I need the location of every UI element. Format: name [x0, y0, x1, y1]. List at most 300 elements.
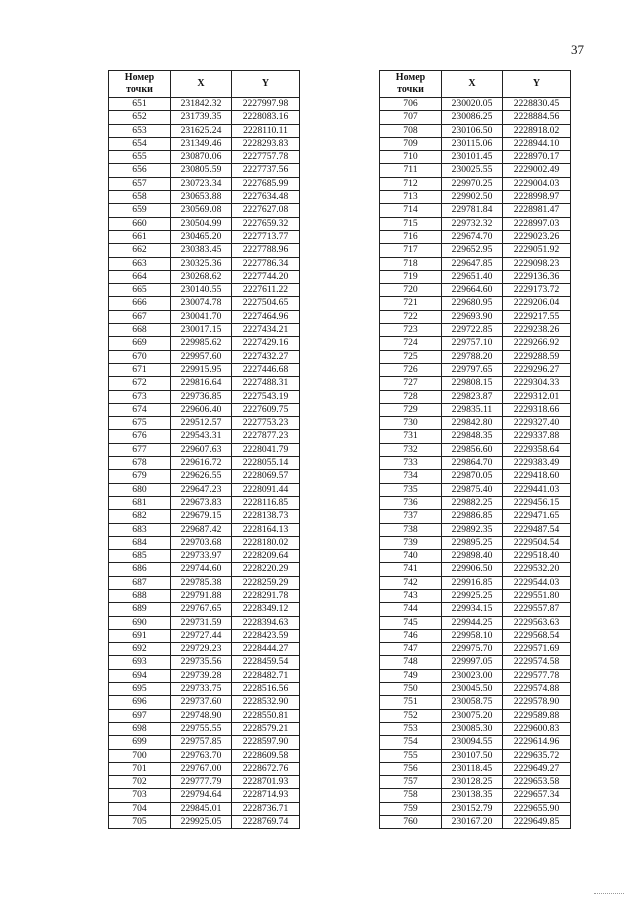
table-row — [109, 137, 300, 150]
point-number-cell: 702 — [109, 776, 171, 789]
point-number-header-line1: Номер — [395, 72, 426, 83]
y-header: Y — [503, 71, 571, 98]
point-number-cell: 680 — [109, 483, 171, 496]
point-number-header — [380, 71, 442, 98]
x-cell: 230107.50 — [442, 749, 503, 762]
table-row — [380, 696, 571, 709]
x-cell: 230465.20 — [171, 230, 232, 243]
x-cell: 229606.40 — [171, 403, 232, 416]
table-row — [380, 417, 571, 430]
x-cell: 229791.88 — [171, 589, 232, 602]
y-cell: 2228220.29 — [232, 563, 300, 576]
point-number-cell: 758 — [380, 789, 442, 802]
table-row — [109, 297, 300, 310]
table-row — [109, 111, 300, 124]
x-cell: 229882.25 — [442, 496, 503, 509]
point-number-cell: 654 — [109, 137, 171, 150]
x-cell: 229856.60 — [442, 443, 503, 456]
y-cell: 2228597.90 — [232, 736, 300, 749]
point-number-cell: 655 — [109, 151, 171, 164]
point-number-cell: 661 — [109, 230, 171, 243]
point-number-cell: 668 — [109, 324, 171, 337]
y-cell: 2227788.96 — [232, 244, 300, 257]
point-number-cell: 722 — [380, 310, 442, 323]
y-cell: 2228138.73 — [232, 510, 300, 523]
y-cell: 2229327.40 — [503, 417, 571, 430]
table-row — [380, 284, 571, 297]
y-cell: 2229518.40 — [503, 550, 571, 563]
x-cell: 230504.99 — [171, 217, 232, 230]
table-row — [109, 776, 300, 789]
x-cell: 230020.05 — [442, 98, 503, 111]
table-row — [380, 762, 571, 775]
x-cell: 229788.20 — [442, 350, 503, 363]
y-cell: 2229571.69 — [503, 643, 571, 656]
table-row — [380, 550, 571, 563]
x-cell: 229679.15 — [171, 510, 232, 523]
table-row — [109, 802, 300, 815]
x-cell: 229957.60 — [171, 350, 232, 363]
y-cell: 2229002.49 — [503, 164, 571, 177]
table-row — [109, 736, 300, 749]
x-cell: 229739.28 — [171, 669, 232, 682]
table-row — [380, 683, 571, 696]
x-cell: 230167.20 — [442, 816, 503, 829]
x-cell: 229875.40 — [442, 483, 503, 496]
x-cell: 229703.68 — [171, 536, 232, 549]
table-row — [380, 124, 571, 137]
y-cell: 2229136.36 — [503, 270, 571, 283]
y-cell: 2228349.12 — [232, 603, 300, 616]
table-row — [109, 443, 300, 456]
point-number-cell: 664 — [109, 270, 171, 283]
x-cell: 229737.60 — [171, 696, 232, 709]
x-cell: 229731.59 — [171, 616, 232, 629]
point-number-cell: 674 — [109, 403, 171, 416]
x-cell: 229626.55 — [171, 470, 232, 483]
y-cell: 2229614.96 — [503, 736, 571, 749]
y-cell: 2229487.54 — [503, 523, 571, 536]
point-number-cell: 709 — [380, 137, 442, 150]
y-cell: 2228579.21 — [232, 722, 300, 735]
y-cell: 2228550.81 — [232, 709, 300, 722]
point-number-cell: 692 — [109, 643, 171, 656]
table-row — [380, 616, 571, 629]
table-row — [109, 709, 300, 722]
y-cell: 2229358.64 — [503, 443, 571, 456]
x-cell: 229647.23 — [171, 483, 232, 496]
y-cell: 2227432.27 — [232, 350, 300, 363]
y-cell: 2228830.45 — [503, 98, 571, 111]
table-row — [380, 643, 571, 656]
x-cell: 229892.35 — [442, 523, 503, 536]
y-cell: 2228116.85 — [232, 496, 300, 509]
point-number-cell: 696 — [109, 696, 171, 709]
y-cell: 2227757.78 — [232, 151, 300, 164]
table-row — [380, 656, 571, 669]
table-row — [380, 204, 571, 217]
x-cell: 230383.45 — [171, 244, 232, 257]
y-cell: 2229655.90 — [503, 802, 571, 815]
y-cell: 2227997.98 — [232, 98, 300, 111]
y-cell: 2229238.26 — [503, 324, 571, 337]
y-cell: 2227786.34 — [232, 257, 300, 270]
x-cell: 229680.95 — [442, 297, 503, 310]
table-row — [109, 191, 300, 204]
coordinates-table-left — [108, 70, 300, 829]
y-cell: 2229023.26 — [503, 230, 571, 243]
table-row — [109, 417, 300, 430]
table-row — [380, 536, 571, 549]
x-cell: 230805.59 — [171, 164, 232, 177]
point-number-cell: 723 — [380, 324, 442, 337]
table-row — [380, 191, 571, 204]
x-cell: 229842.80 — [442, 417, 503, 430]
point-number-cell: 658 — [109, 191, 171, 204]
point-number-cell: 736 — [380, 496, 442, 509]
point-number-cell: 689 — [109, 603, 171, 616]
table-row — [109, 696, 300, 709]
y-cell: 2229441.03 — [503, 483, 571, 496]
table-row — [109, 457, 300, 470]
point-number-cell: 716 — [380, 230, 442, 243]
table-row — [380, 470, 571, 483]
point-number-cell: 732 — [380, 443, 442, 456]
point-number-cell: 752 — [380, 709, 442, 722]
y-cell: 2229318.66 — [503, 403, 571, 416]
table-row — [109, 669, 300, 682]
table-row — [109, 270, 300, 283]
x-cell: 229748.90 — [171, 709, 232, 722]
point-number-cell: 719 — [380, 270, 442, 283]
table-row — [380, 230, 571, 243]
table-row — [109, 683, 300, 696]
table-row — [109, 816, 300, 829]
table-row — [109, 337, 300, 350]
x-header: X — [171, 71, 232, 98]
table-row — [380, 736, 571, 749]
y-cell: 2227744.20 — [232, 270, 300, 283]
x-cell: 229652.95 — [442, 244, 503, 257]
x-cell: 230023.00 — [442, 669, 503, 682]
y-cell: 2229383.49 — [503, 457, 571, 470]
y-cell: 2229657.34 — [503, 789, 571, 802]
y-cell: 2227429.16 — [232, 337, 300, 350]
point-number-cell: 657 — [109, 177, 171, 190]
y-cell: 2229563.63 — [503, 616, 571, 629]
x-cell: 229785.38 — [171, 576, 232, 589]
table-row — [380, 310, 571, 323]
table-row — [380, 217, 571, 230]
point-number-cell: 700 — [109, 749, 171, 762]
point-number-cell: 707 — [380, 111, 442, 124]
point-number-cell: 666 — [109, 297, 171, 310]
point-number-cell: 662 — [109, 244, 171, 257]
point-number-cell: 713 — [380, 191, 442, 204]
y-cell: 2227634.48 — [232, 191, 300, 204]
x-cell: 229958.10 — [442, 629, 503, 642]
table-row — [109, 510, 300, 523]
x-cell: 229744.60 — [171, 563, 232, 576]
point-number-cell: 757 — [380, 776, 442, 789]
table-row — [380, 177, 571, 190]
point-number-header — [109, 71, 171, 98]
x-cell: 231625.24 — [171, 124, 232, 137]
table-row — [109, 403, 300, 416]
point-number-cell: 651 — [109, 98, 171, 111]
point-number-cell: 746 — [380, 629, 442, 642]
point-number-cell: 694 — [109, 669, 171, 682]
point-number-cell: 720 — [380, 284, 442, 297]
point-number-cell: 686 — [109, 563, 171, 576]
x-cell: 230870.06 — [171, 151, 232, 164]
point-number-cell: 706 — [380, 98, 442, 111]
table-row — [380, 257, 571, 270]
table-row — [109, 496, 300, 509]
x-cell: 229997.05 — [442, 656, 503, 669]
table-row — [380, 603, 571, 616]
y-cell: 2229574.88 — [503, 683, 571, 696]
y-cell: 2229568.54 — [503, 629, 571, 642]
x-cell: 229733.75 — [171, 683, 232, 696]
x-cell: 230106.50 — [442, 124, 503, 137]
point-number-cell: 748 — [380, 656, 442, 669]
y-cell: 2229635.72 — [503, 749, 571, 762]
y-cell: 2229098.23 — [503, 257, 571, 270]
point-number-cell: 744 — [380, 603, 442, 616]
table-row — [380, 629, 571, 642]
point-number-cell: 665 — [109, 284, 171, 297]
x-cell: 230017.15 — [171, 324, 232, 337]
table-row — [380, 483, 571, 496]
point-number-cell: 653 — [109, 124, 171, 137]
y-cell: 2227753.23 — [232, 417, 300, 430]
point-number-cell: 659 — [109, 204, 171, 217]
point-number-cell: 756 — [380, 762, 442, 775]
table-row — [109, 324, 300, 337]
point-number-cell: 755 — [380, 749, 442, 762]
point-number-cell: 672 — [109, 377, 171, 390]
x-cell: 229693.90 — [442, 310, 503, 323]
point-number-cell: 718 — [380, 257, 442, 270]
x-cell: 229895.25 — [442, 536, 503, 549]
point-number-header-line2: точки — [397, 84, 424, 95]
y-cell: 2227659.32 — [232, 217, 300, 230]
x-header: X — [442, 71, 503, 98]
y-cell: 2228180.02 — [232, 536, 300, 549]
point-number-cell: 715 — [380, 217, 442, 230]
x-cell: 231349.46 — [171, 137, 232, 150]
table-row — [380, 430, 571, 443]
point-number-cell: 679 — [109, 470, 171, 483]
table-row — [380, 722, 571, 735]
x-cell: 229916.85 — [442, 576, 503, 589]
x-cell: 230075.20 — [442, 709, 503, 722]
table-row — [380, 297, 571, 310]
y-cell: 2229649.85 — [503, 816, 571, 829]
point-number-cell: 660 — [109, 217, 171, 230]
y-cell: 2228091.44 — [232, 483, 300, 496]
table-row — [380, 244, 571, 257]
table-row — [109, 576, 300, 589]
table-row — [380, 164, 571, 177]
table-row — [380, 576, 571, 589]
x-cell: 230058.75 — [442, 696, 503, 709]
point-number-cell: 733 — [380, 457, 442, 470]
x-cell: 230074.78 — [171, 297, 232, 310]
x-cell: 230101.45 — [442, 151, 503, 164]
table-row — [380, 337, 571, 350]
table-row — [380, 443, 571, 456]
table-row — [109, 177, 300, 190]
table-row — [109, 363, 300, 376]
y-cell: 2227488.31 — [232, 377, 300, 390]
y-cell: 2229551.80 — [503, 589, 571, 602]
point-number-cell: 751 — [380, 696, 442, 709]
point-number-cell: 759 — [380, 802, 442, 815]
y-cell: 2227737.56 — [232, 164, 300, 177]
y-cell: 2227627.08 — [232, 204, 300, 217]
x-cell: 230118.45 — [442, 762, 503, 775]
y-cell: 2228259.29 — [232, 576, 300, 589]
table-row — [109, 762, 300, 775]
x-cell: 229797.65 — [442, 363, 503, 376]
point-number-header-line1: Номер — [124, 72, 155, 83]
table-row — [380, 749, 571, 762]
y-cell: 2229217.55 — [503, 310, 571, 323]
y-cell: 2228714.93 — [232, 789, 300, 802]
y-cell: 2228998.97 — [503, 191, 571, 204]
y-cell: 2227446.68 — [232, 363, 300, 376]
y-cell: 2228459.54 — [232, 656, 300, 669]
x-cell: 229934.15 — [442, 603, 503, 616]
x-cell: 229722.85 — [442, 324, 503, 337]
y-cell: 2228209.64 — [232, 550, 300, 563]
point-number-cell: 687 — [109, 576, 171, 589]
point-number-cell: 678 — [109, 457, 171, 470]
x-cell: 229757.10 — [442, 337, 503, 350]
table-row — [109, 244, 300, 257]
point-number-cell: 676 — [109, 430, 171, 443]
x-cell: 230086.25 — [442, 111, 503, 124]
table-row — [109, 470, 300, 483]
point-number-cell: 725 — [380, 350, 442, 363]
x-cell: 229607.63 — [171, 443, 232, 456]
y-cell: 2228516.56 — [232, 683, 300, 696]
y-cell: 2229337.88 — [503, 430, 571, 443]
y-cell: 2228944.10 — [503, 137, 571, 150]
x-cell: 229729.23 — [171, 643, 232, 656]
point-number-cell: 652 — [109, 111, 171, 124]
point-number-cell: 690 — [109, 616, 171, 629]
table-row — [109, 722, 300, 735]
x-cell: 229886.85 — [442, 510, 503, 523]
table-row — [380, 151, 571, 164]
y-cell: 2228083.16 — [232, 111, 300, 124]
y-cell: 2229600.83 — [503, 722, 571, 735]
x-cell: 229736.85 — [171, 390, 232, 403]
y-cell: 2229471.65 — [503, 510, 571, 523]
point-number-cell: 735 — [380, 483, 442, 496]
table-row — [109, 377, 300, 390]
y-cell: 2227543.19 — [232, 390, 300, 403]
y-cell: 2229578.90 — [503, 696, 571, 709]
table-row — [380, 403, 571, 416]
table-row — [109, 789, 300, 802]
x-cell: 230325.36 — [171, 257, 232, 270]
x-cell: 230128.25 — [442, 776, 503, 789]
y-cell: 2228769.74 — [232, 816, 300, 829]
x-cell: 229985.62 — [171, 337, 232, 350]
point-number-cell: 739 — [380, 536, 442, 549]
x-cell: 229757.85 — [171, 736, 232, 749]
x-cell: 230041.70 — [171, 310, 232, 323]
table-row — [380, 510, 571, 523]
point-number-cell: 747 — [380, 643, 442, 656]
x-cell: 230723.34 — [171, 177, 232, 190]
point-number-cell: 698 — [109, 722, 171, 735]
x-cell: 229727.44 — [171, 629, 232, 642]
table-row — [380, 137, 571, 150]
x-cell: 229906.50 — [442, 563, 503, 576]
x-cell: 229733.97 — [171, 550, 232, 563]
point-number-cell: 721 — [380, 297, 442, 310]
point-number-cell: 730 — [380, 417, 442, 430]
point-number-cell: 740 — [380, 550, 442, 563]
x-cell: 229664.60 — [442, 284, 503, 297]
table-header-row — [109, 71, 300, 98]
y-cell: 2229557.87 — [503, 603, 571, 616]
y-cell: 2228164.13 — [232, 523, 300, 536]
point-number-cell: 697 — [109, 709, 171, 722]
table-row — [380, 709, 571, 722]
point-number-cell: 703 — [109, 789, 171, 802]
table-row — [109, 230, 300, 243]
point-number-cell: 737 — [380, 510, 442, 523]
point-number-cell: 681 — [109, 496, 171, 509]
point-number-cell: 717 — [380, 244, 442, 257]
point-number-cell: 695 — [109, 683, 171, 696]
table-row — [109, 483, 300, 496]
x-cell: 229777.79 — [171, 776, 232, 789]
point-number-header-line2: точки — [126, 84, 153, 95]
y-cell: 2229589.88 — [503, 709, 571, 722]
point-number-cell: 691 — [109, 629, 171, 642]
x-cell: 229944.25 — [442, 616, 503, 629]
y-cell: 2229504.54 — [503, 536, 571, 549]
point-number-cell: 683 — [109, 523, 171, 536]
y-cell: 2229051.92 — [503, 244, 571, 257]
point-number-cell: 688 — [109, 589, 171, 602]
y-cell: 2227713.77 — [232, 230, 300, 243]
x-cell: 229902.50 — [442, 191, 503, 204]
x-cell: 229647.85 — [442, 257, 503, 270]
y-cell: 2228055.14 — [232, 457, 300, 470]
y-cell: 2229418.60 — [503, 470, 571, 483]
point-number-cell: 749 — [380, 669, 442, 682]
coordinates-table-right — [379, 70, 571, 829]
table-row — [380, 377, 571, 390]
x-cell: 230094.55 — [442, 736, 503, 749]
y-cell: 2228997.03 — [503, 217, 571, 230]
point-number-cell: 728 — [380, 390, 442, 403]
x-cell: 229970.25 — [442, 177, 503, 190]
table-row — [380, 350, 571, 363]
y-cell: 2229544.03 — [503, 576, 571, 589]
table-row — [109, 164, 300, 177]
x-cell: 229898.40 — [442, 550, 503, 563]
x-cell: 229794.64 — [171, 789, 232, 802]
